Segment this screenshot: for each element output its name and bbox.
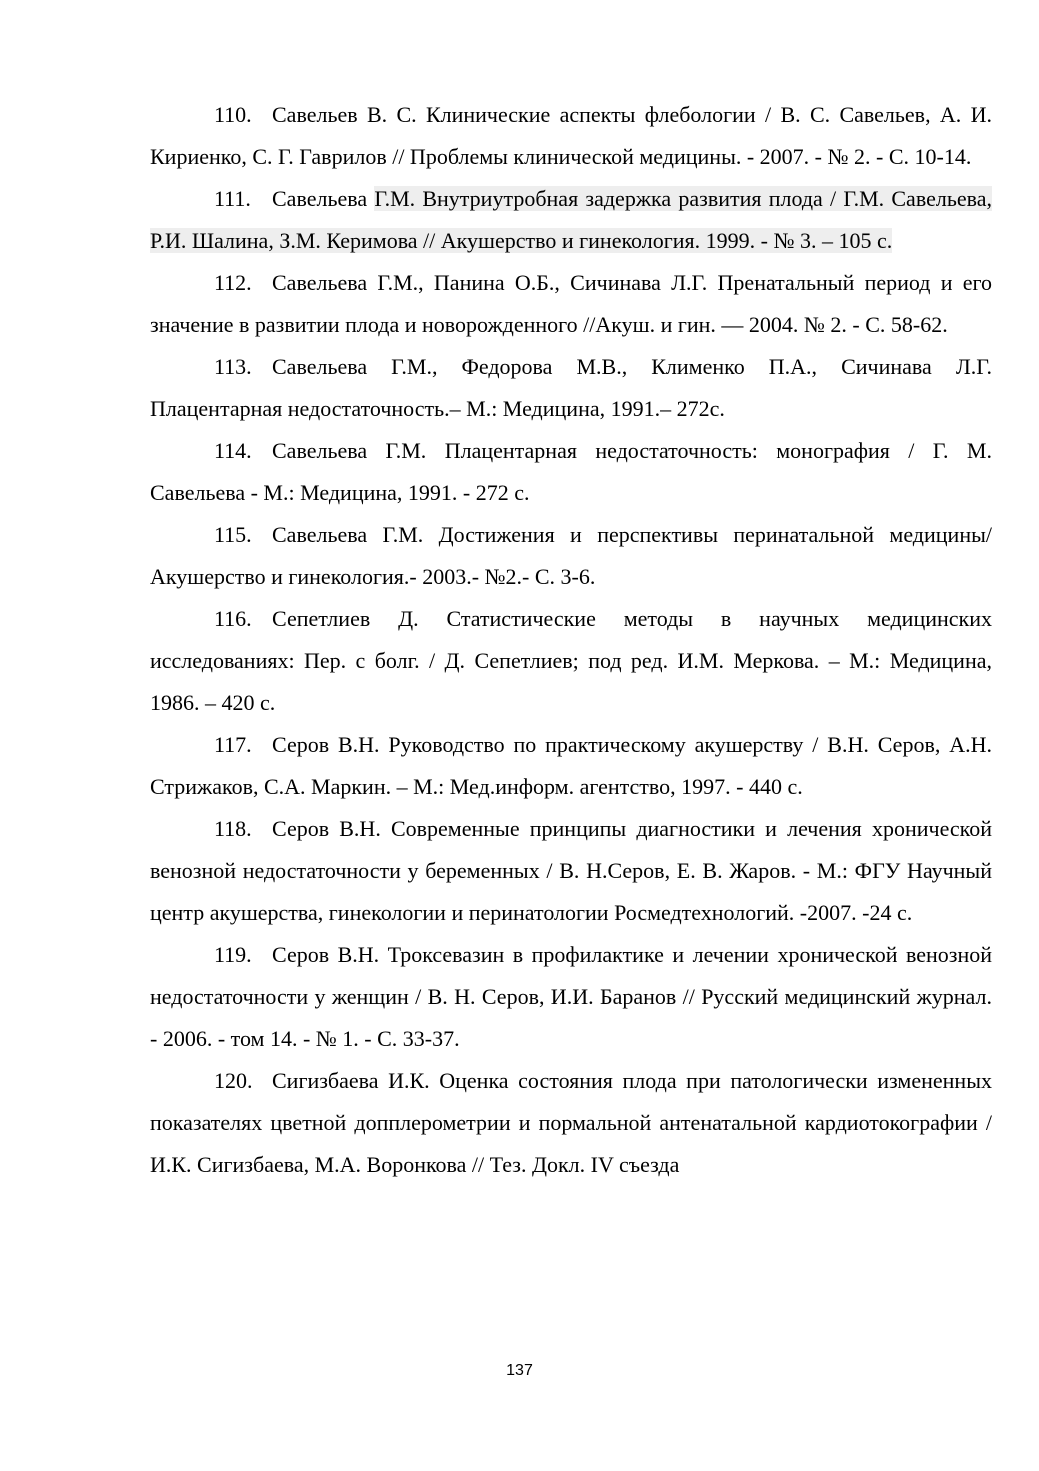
reference-text: Сепетлиев Д. Статистические методы в научных медицинских исследованиях: Пер. с болг. / Д. Сепетлиев; под ред. И.М. Меркова. – М.: Медицина, 1986. – 420 с. — [150, 606, 992, 715]
reference-text: Савельева Г.М., Федорова М.В., Клименко П.А., Сичинава Л.Г. Плацентарная недостаточность.– М.: Медицина, 1991.– 272с. — [150, 354, 992, 421]
reference-text: Серов В.Н. Руководство по практическому акушерству / В.Н. Серов, А.Н. Стрижаков, С.А. Маркин. – М.: Мед.информ. агентство, 1997. - 440 с. — [150, 732, 992, 799]
reference-number: 118. — [214, 816, 252, 841]
reference-number: 117. — [214, 732, 252, 757]
reference-text-prefix: Савельева — [272, 186, 375, 211]
reference-item-113 — [150, 346, 992, 430]
reference-item-119 — [150, 934, 992, 1060]
reference-item-110 — [150, 94, 992, 178]
reference-list — [150, 94, 992, 1186]
reference-number: 116. — [214, 606, 252, 631]
reference-number: 115. — [214, 522, 252, 547]
reference-item-118 — [150, 808, 992, 934]
reference-text: Савельева Г.М., Панина О.Б., Сичинава Л.Г. Пренатальный период и его значение в развитии плода и новорожденного //Акуш. и гин. — 2004. № 2. - С. 58-62. — [150, 270, 992, 337]
reference-number: 120. — [214, 1068, 253, 1093]
reference-text: Серов В.Н. Современные принципы диагностики и лечения хронической венозной недостаточности у беременных / В. Н.Серов, Е. В. Жаров. - М.: ФГУ Научный центр акушерства, гинекологии и перинатологии Росмедтехнологий. -2007. -24 с. — [150, 816, 992, 925]
reference-item-120 — [150, 1060, 992, 1186]
reference-text: Сигизбаева И.К. Оценка состояния плода при патологически измененных показателях цветной допплерометрии и пормальной антенатальной кардиотокографии / И.К. Сигизбаева, М.А. Воронкова // Тез. Докл. IV съезда — [150, 1068, 992, 1177]
reference-text: Савельев В. С. Клинические аспекты флебологии / В. С. Савельев, А. И. Кириенко, С. Г. Гаврилов // Проблемы клинической медицины. - 2007. - № 2. - С. 10-14. — [150, 102, 992, 169]
reference-item-117 — [150, 724, 992, 808]
reference-item-112 — [150, 262, 992, 346]
reference-item-115 — [150, 514, 992, 598]
reference-item-116 — [150, 598, 992, 724]
reference-number: 112. — [214, 270, 252, 295]
reference-text: Савельева Г.М. Плацентарная недостаточность: монография / Г. М. Савельева - М.: Медицина, 1991. - 272 с. — [150, 438, 992, 505]
reference-number: 110. — [214, 102, 252, 127]
reference-text-highlighted: Г.М. Внутриутробная задержка развития плода / Г.М. Савельева, Р.И. Шалина, З.М. Керимова // Акушерство и гинекология. 1999. - № 3. – 105 с. — [150, 186, 992, 253]
reference-text: Серов В.Н. Троксевазин в профилактике и лечении хронической венозной недостаточности у женщин / В. Н. Серов, И.И. Баранов // Русский медицинский журнал. - 2006. - том 14. - № 1. - С. 33-37. — [150, 942, 992, 1051]
reference-number: 111. — [214, 186, 251, 211]
reference-number: 113. — [214, 354, 252, 379]
page-number: 137 — [506, 1362, 533, 1379]
reference-number: 119. — [214, 942, 252, 967]
reference-text: Савельева Г.М. Достижения и перспективы перинатальной медицины/ Акушерство и гинекология.- 2003.- №2.- С. 3-6. — [150, 522, 992, 589]
reference-item-111 — [150, 178, 992, 262]
reference-item-114 — [150, 430, 992, 514]
reference-number: 114. — [214, 438, 252, 463]
